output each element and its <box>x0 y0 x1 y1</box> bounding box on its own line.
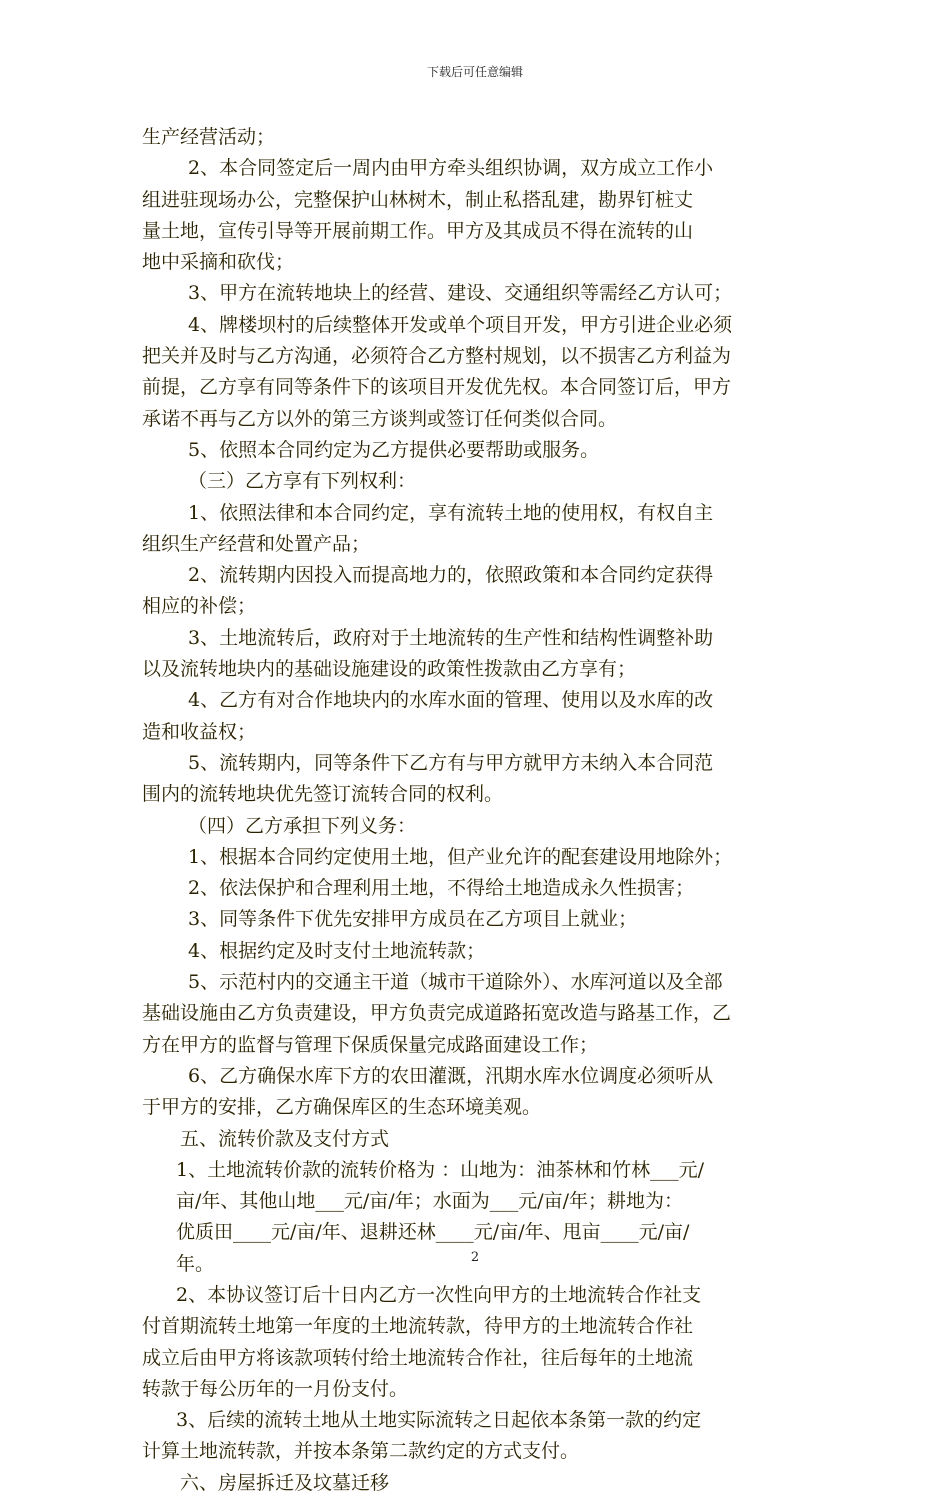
text-line: 前提，乙方享有同等条件下的该项目开发优先权。本合同签订后，甲方 <box>142 376 732 399</box>
text-line: 6、乙方确保水库下方的农田灌溉，汛期水库水位调度必须听从 <box>188 1064 714 1087</box>
text-line: 优质田____元/亩/年、退耕还林____元/亩/年、甩亩____元/亩/ <box>176 1221 690 1244</box>
page-number: 2 <box>470 1250 480 1265</box>
text-line: 生产经营活动； <box>142 126 276 148</box>
text-line: 以及流转地块内的基础设施建设的政策性拨款由乙方享有； <box>142 658 637 681</box>
text-line: 五、流转价款及支付方式 <box>180 1127 390 1150</box>
text-line: 方在甲方的监督与管理下保质保量完成路面建设工作； <box>142 1033 599 1056</box>
text-line: 3、甲方在流转地块上的经营、建设、交通组织等需经乙方认可； <box>188 282 733 305</box>
text-line: 于甲方的安排，乙方确保库区的生态环境美观。 <box>142 1096 542 1119</box>
text-line: 4、根据约定及时支付土地流转款； <box>188 939 486 962</box>
text-line: 六、房屋拆迁及坟墓迁移 <box>180 1471 390 1494</box>
text-line: 围内的流转地块优先签订流转合同的权利。 <box>142 783 504 806</box>
text-line: 计算土地流转款，并按本条第二款约定的方式支付。 <box>142 1440 580 1463</box>
text-line: 组织生产经营和处置产品； <box>142 532 371 555</box>
text-line: 把关并及时与乙方沟通，必须符合乙方整村规划，以不损害乙方利益为 <box>142 345 732 368</box>
text-line: 承诺不再与乙方以外的第三方谈判或签订任何类似合同。 <box>142 407 618 430</box>
text-line: 5、依照本合同约定为乙方提供必要帮助或服务。 <box>188 438 600 461</box>
text-line: 5、示范村内的交通主干道（城市干道除外）、水库河道以及全部 <box>188 971 723 994</box>
text-line: 1、土地流转价款的流转价格为 ：山地为：油茶林和竹林___元/ <box>176 1158 705 1181</box>
text-line: 成立后由甲方将该款项转付给土地流转合作社，往后每年的土地流 <box>142 1346 694 1369</box>
text-line: 3、土地流转后，政府对于土地流转的生产性和结构性调整补助 <box>188 626 714 649</box>
text-line: （三）乙方享有下列权利： <box>188 470 417 493</box>
text-line: 造和收益权； <box>142 720 257 743</box>
text-line: 亩/年、其他山地___元/亩/年；水面为___元/亩/年；耕地为： <box>176 1190 684 1213</box>
text-line: 组进驻现场办公，完整保护山林树木，制止私搭乱建，勘界钉桩丈 <box>142 188 694 211</box>
text-line: 付首期流转土地第一年度的土地流转款，待甲方的土地流转合作社 <box>142 1315 694 1338</box>
text-line: 基础设施由乙方负责建设，甲方负责完成道路拓宽改造与路基工作，乙 <box>142 1002 732 1025</box>
text-line: 2、依法保护和合理利用土地，不得给土地造成永久性损害； <box>188 877 695 900</box>
text-line: 4、牌楼坝村的后续整体开发或单个项目开发，甲方引进企业必须 <box>188 313 733 336</box>
text-line: 量土地，宣传引导等开展前期工作。甲方及其成员不得在流转的山 <box>142 219 694 242</box>
text-line: 3、同等条件下优先安排甲方成员在乙方项目上就业； <box>188 908 638 931</box>
text-line: 2、本协议签订后十日内乙方一次性向甲方的土地流转合作社支 <box>176 1283 702 1306</box>
text-line: 转款于每公历年的一月份支付。 <box>142 1377 409 1400</box>
text-line: 5、流转期内，同等条件下乙方有与甲方就甲方未纳入本合同范 <box>188 751 714 774</box>
text-line: 4、乙方有对合作地块内的水库水面的管理、使用以及水库的改 <box>188 689 714 712</box>
text-line: 1、根据本合同约定使用土地，但产业允许的配套建设用地除外； <box>188 845 733 868</box>
text-line: 2、本合同签定后一周内由甲方牵头组织协调，双方成立工作小 <box>188 157 714 180</box>
text-line: 年。 <box>176 1252 215 1275</box>
text-line: 2、流转期内因投入而提高地力的，依照政策和本合同约定获得 <box>188 564 714 587</box>
text-line: 1、依照法律和本合同约定，享有流转土地的使用权，有权自主 <box>188 501 714 524</box>
text-line: 相应的补偿； <box>142 595 257 618</box>
text-line: 地中采摘和砍伐； <box>142 251 295 274</box>
text-line: （四）乙方承担下列义务： <box>188 814 417 837</box>
text-line: 3、后续的流转土地从土地实际流转之日起依本条第一款的约定 <box>176 1409 702 1432</box>
contract-body <box>142 122 822 1499</box>
page-header: 下载后可任意编辑 <box>426 65 523 79</box>
